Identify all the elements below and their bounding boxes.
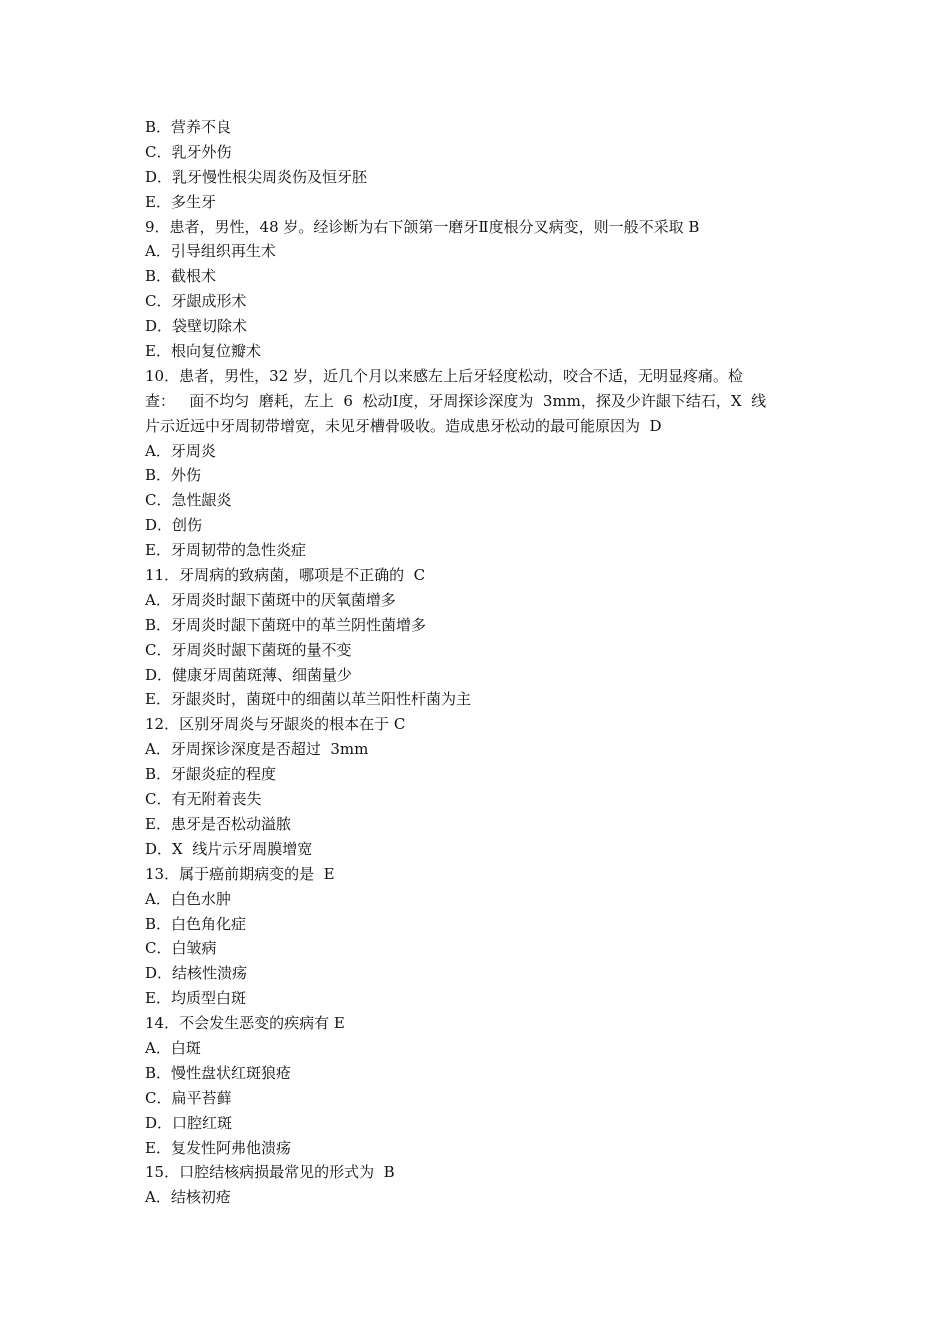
option-line: C．牙龈成形术 — [145, 292, 247, 311]
option-line: E．患牙是否松动溢脓 — [145, 814, 291, 833]
option-line: A．白斑 — [145, 1038, 201, 1057]
option-line: D．健康牙周菌斑薄、细菌量少 — [145, 665, 353, 684]
option-line: D．创伤 — [145, 516, 203, 535]
option-line: D．乳牙慢性根尖周炎伤及恒牙胚 — [145, 167, 368, 186]
question-13: 13．属于癌前期病变的是 E — [145, 864, 335, 883]
option-line: E．牙周韧带的急性炎症 — [145, 541, 306, 560]
question-10-line-1: 10．患者，男性，32 岁，近几个月以来感左上后牙轻度松动，咬合不适，无明显疼痛。检 — [145, 366, 743, 385]
option-line: C．有无附着丧失 — [145, 790, 262, 809]
option-line: D．结核性溃疡 — [145, 964, 248, 983]
option-line: D．口腔红斑 — [145, 1113, 233, 1132]
option-line: B．营养不良 — [145, 118, 232, 136]
option-line: B．截根术 — [145, 267, 217, 286]
option-line: B．牙周炎时龈下菌斑中的革兰阴性菌增多 — [145, 615, 427, 634]
question-12: 12．区别牙周炎与牙龈炎的根本在于 C — [145, 715, 406, 734]
option-line: C．乳牙外伤 — [145, 142, 232, 161]
option-line: A．牙周探诊深度是否超过 3mm — [145, 740, 369, 759]
option-line: B．白色角化症 — [145, 914, 247, 933]
option-line: A．结核初疮 — [145, 1188, 231, 1207]
option-line: B．外伤 — [145, 466, 202, 485]
option-line: B．慢性盘状红斑狼疮 — [145, 1063, 292, 1082]
option-line: A．牙周炎时龈下菌斑中的厌氧菌增多 — [145, 590, 396, 609]
option-line: C．急性龈炎 — [145, 491, 232, 510]
option-line: D．袋壁切除术 — [145, 317, 248, 336]
question-15: 15．口腔结核病损最常见的形式为 B — [145, 1163, 395, 1182]
question-10-line-2: 查： 面不均匀 磨耗，左上 6 松动Ⅰ度，牙周探诊深度为 3mm，探及少许龈下结石，X 线 — [145, 391, 767, 410]
option-line: B．牙龈炎症的程度 — [145, 765, 277, 784]
option-line: A．引导组织再生术 — [145, 242, 276, 261]
question-10-line-3: 片示近远中牙周韧带增宽，未见牙槽骨吸收。造成患牙松动的最可能原因为 D — [145, 416, 662, 435]
option-line: E．均质型白斑 — [145, 989, 246, 1008]
option-line: C．扁平苔藓 — [145, 1088, 232, 1107]
option-line: E．复发性阿弗他溃疡 — [145, 1138, 291, 1157]
option-line: A．牙周炎 — [145, 441, 216, 460]
question-14: 14．不会发生恶变的疾病有 E — [145, 1014, 345, 1033]
option-line: C．白皱病 — [145, 939, 217, 958]
document-body — [145, 115, 815, 1210]
option-line: E．根向复位瓣术 — [145, 342, 261, 361]
option-line: C．牙周炎时龈下菌斑的量不变 — [145, 640, 352, 659]
question-9: 9．患者，男性，48 岁。经诊断为右下颌第一磨牙Ⅱ度根分叉病变，则一般不采取 B — [145, 217, 700, 236]
option-line: A．白色水肿 — [145, 889, 231, 908]
option-line: E．多生牙 — [145, 192, 216, 211]
option-line: D．X 线片示牙周膜增宽 — [145, 839, 313, 858]
question-11: 11．牙周病的致病菌，哪项是不正确的 C — [145, 566, 426, 585]
option-line: E．牙龈炎时，菌斑中的细菌以革兰阳性杆菌为主 — [145, 690, 471, 709]
